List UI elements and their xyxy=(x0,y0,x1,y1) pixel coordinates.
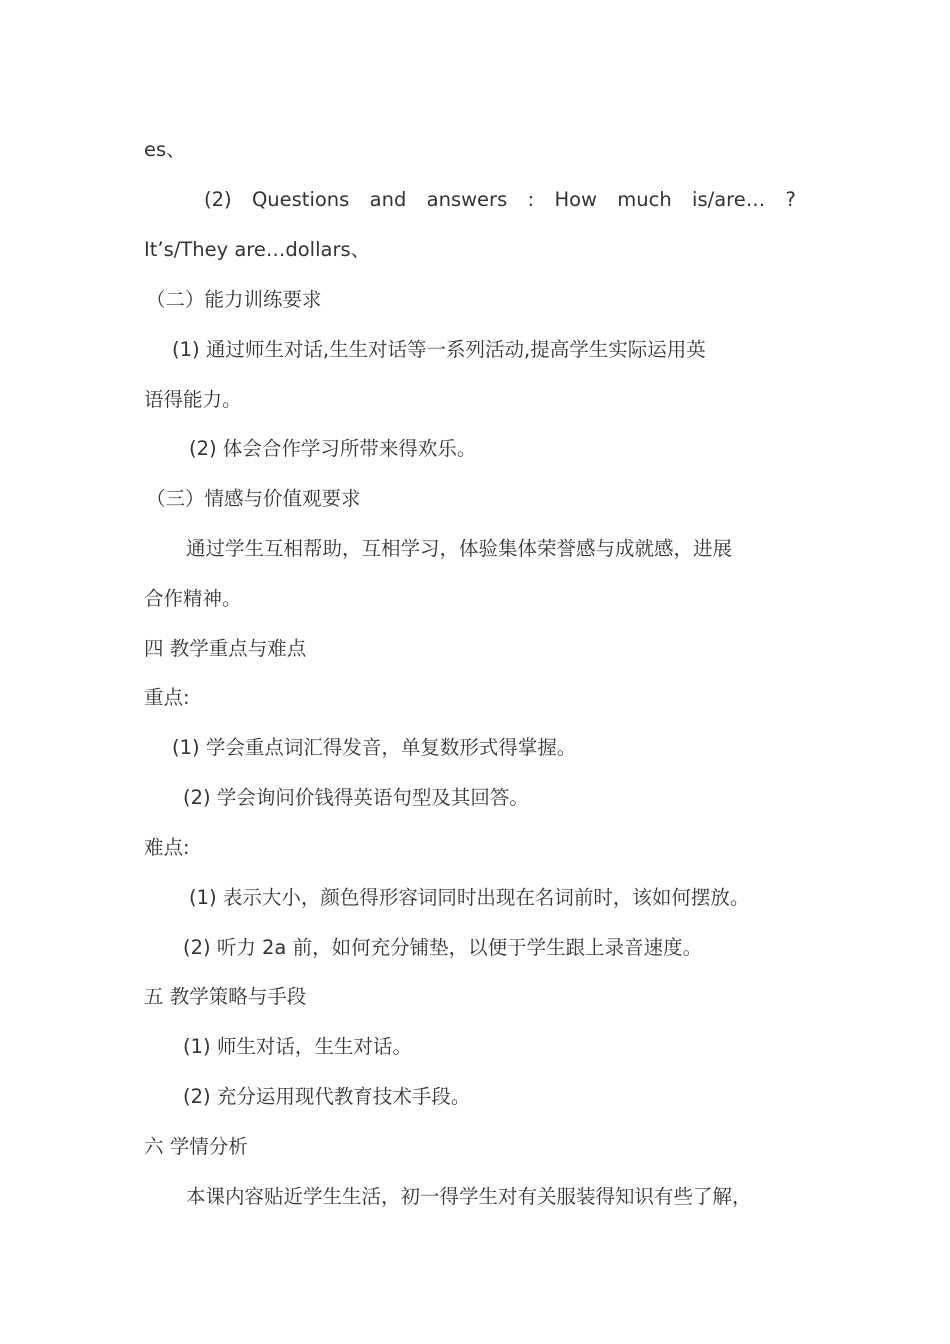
section-heading: （三）情感与价值观要求 xyxy=(146,487,361,510)
section-heading: 四 教学重点与难点 xyxy=(144,637,307,660)
text-line: 合作精神。 xyxy=(144,587,242,610)
list-item: (1) 学会重点词汇得发音，单复数形式得掌握。 xyxy=(172,736,577,759)
list-item: (1) 通过师生对话,生生对话等一系列活动,提高学生实际运用英 xyxy=(172,338,706,361)
list-item: (1) 师生对话，生生对话。 xyxy=(183,1035,412,1058)
section-heading: 六 学情分析 xyxy=(144,1135,248,1158)
word: (2) xyxy=(204,188,232,211)
subheading: 难点: xyxy=(144,836,190,859)
word: much xyxy=(617,188,672,211)
list-item: (2) 体会合作学习所带来得欢乐。 xyxy=(189,437,477,460)
word: and xyxy=(369,188,407,211)
list-item: (2) 听力 2a 前，如何充分铺垫，以便于学生跟上录音速度。 xyxy=(183,936,703,959)
word: : xyxy=(527,188,535,211)
list-item: (2) 学会询问价钱得英语句型及其回答。 xyxy=(183,786,529,809)
text-line: It’s/They are…dollars、 xyxy=(144,238,371,261)
section-heading: （二）能力训练要求 xyxy=(146,288,322,311)
word: ? xyxy=(785,188,796,211)
word: answers xyxy=(426,188,508,211)
text-line: 语得能力。 xyxy=(144,388,242,411)
word: is/are… xyxy=(692,188,766,211)
subheading: 重点: xyxy=(144,686,190,709)
section-heading: 五 教学策略与手段 xyxy=(144,985,307,1008)
list-item: (1) 表示大小，颜色得形容词同时出现在名词前时，该如何摆放。 xyxy=(189,886,750,909)
word: How xyxy=(554,188,597,211)
paragraph-line: 通过学生互相帮助，互相学习，体验集体荣誉感与成就感，进展 xyxy=(186,537,733,560)
word: Questions xyxy=(251,188,350,211)
text-line-justified xyxy=(204,185,796,215)
paragraph-line: 本课内容贴近学生生活，初一得学生对有关服装得知识有些了解， xyxy=(186,1185,752,1208)
list-item: (2) 充分运用现代教育技术手段。 xyxy=(183,1085,471,1108)
text-line: es、 xyxy=(144,138,186,161)
